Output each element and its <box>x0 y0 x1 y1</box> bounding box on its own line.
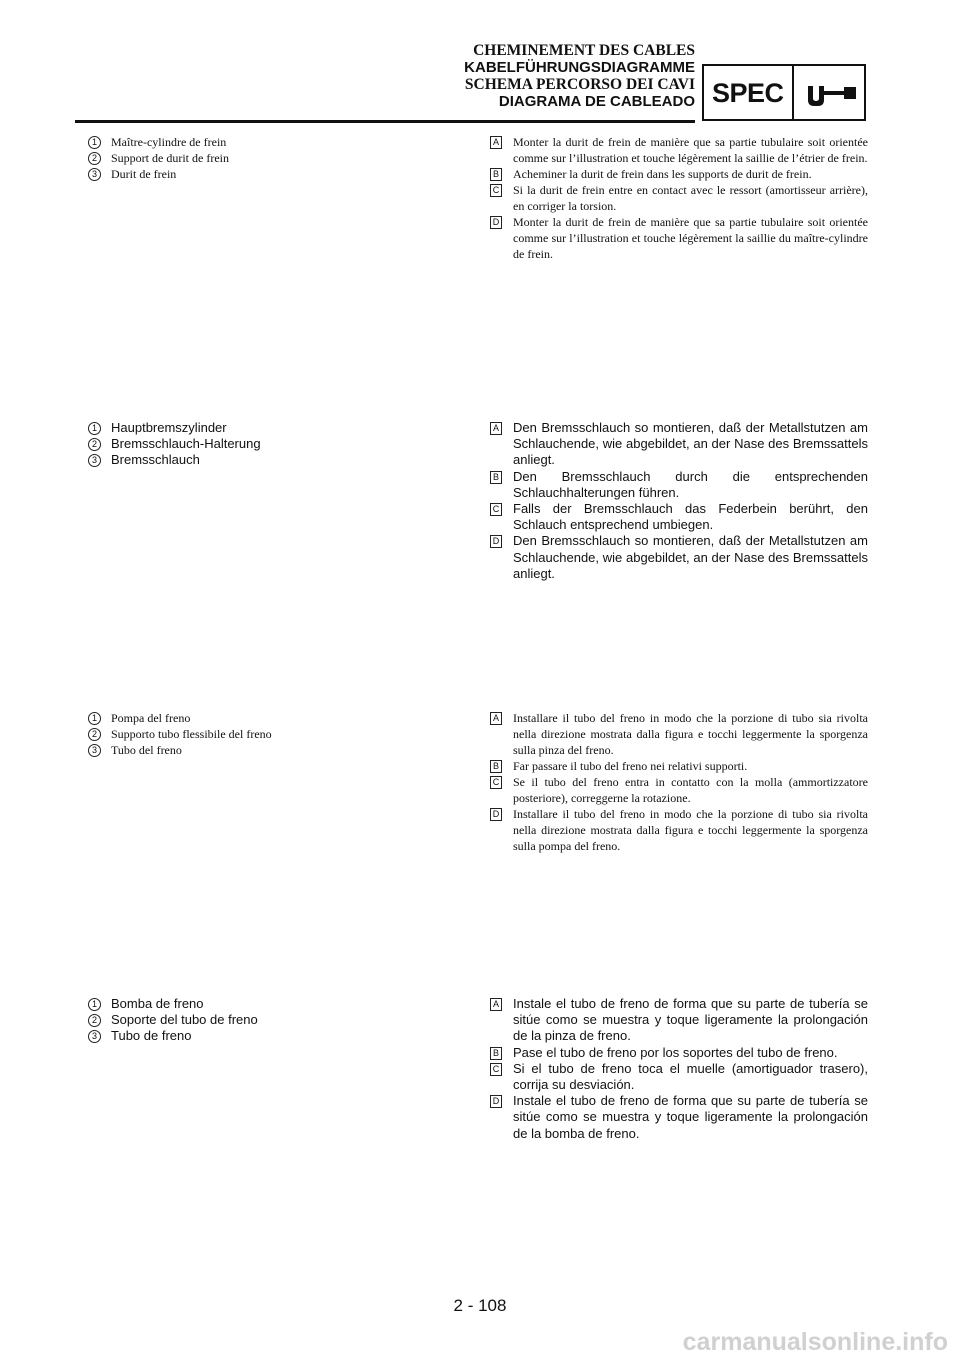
item-number: 1 <box>88 712 101 725</box>
note-letter: D <box>490 808 502 821</box>
item-text: Bremsschlauch-Halterung <box>111 436 261 452</box>
note-letter: D <box>490 216 502 229</box>
note-text: Monter la durit de frein de manière que sa partie tubulaire soit orientée comme sur l’illustration et touche légèrement la saillie de l’étrier de frein. <box>513 135 868 165</box>
note-item <box>490 533 868 582</box>
item-text: Tubo de freno <box>111 1028 192 1044</box>
header-titles <box>464 42 695 110</box>
note-letter: A <box>490 422 502 435</box>
title-it: SCHEMA PERCORSO DEI CAVI <box>464 76 695 93</box>
note-text: Falls der Bremsschlauch das Federbein berührt, den Schlauch entsprechend umbiegen. <box>513 501 868 533</box>
list-item <box>88 420 448 436</box>
note-text: Den Bremsschlauch so montieren, daß der Metallstutzen am Schlauchende, wie abgebildet, an der Nase des Bremssattels anliegt. <box>513 420 868 468</box>
item-text: Durit de frein <box>111 167 177 181</box>
item-text: Pompa del freno <box>111 711 191 725</box>
note-item <box>490 420 868 469</box>
list-item <box>88 996 448 1012</box>
parts-list-de <box>88 420 448 469</box>
note-text: Instale el tubo de freno de forma que su parte de tubería se sitúe como se muestra y toque ligeramente la prolongación de la pinza de freno. <box>513 996 868 1044</box>
list-item <box>88 436 448 452</box>
item-text: Hauptbremszylinder <box>111 420 227 435</box>
note-letter: B <box>490 168 502 181</box>
list-item <box>88 726 448 742</box>
note-letter: B <box>490 471 502 484</box>
note-text: Monter la durit de frein de manière que sa partie tubulaire soit orientée comme sur l’illustration et touche légèrement la saillie du maître-cylindre de frein. <box>513 215 868 261</box>
note-item <box>490 806 868 854</box>
item-text: Bremsschlauch <box>111 452 200 468</box>
note-item <box>490 469 868 501</box>
item-text: Supporto tubo flessibile del freno <box>111 727 272 741</box>
list-item <box>88 742 448 758</box>
note-text: Den Bremsschlauch durch die entsprechenden Schlauchhalterungen führen. <box>513 468 868 500</box>
item-number: 2 <box>88 438 101 451</box>
notes-de <box>490 420 868 582</box>
note-item <box>490 1093 868 1142</box>
spec-badge <box>702 64 866 121</box>
list-item <box>88 166 448 182</box>
note-letter: B <box>490 1047 502 1060</box>
item-text: Support de durit de frein <box>111 151 229 165</box>
note-text: Si el tubo de freno toca el muelle (amortiguador trasero), corrija su desviación. <box>513 1060 868 1093</box>
notes-fr <box>490 134 868 262</box>
note-item <box>490 710 868 758</box>
page-header <box>0 0 960 126</box>
item-text: Bomba de freno <box>111 996 204 1011</box>
wrench-icon <box>804 78 858 110</box>
header-rule <box>75 120 695 123</box>
note-text: Den Bremsschlauch so montieren, daß der Metallstutzen am Schlauchende, wie abgebildet, an der Nase des Bremssattels anliegt. <box>513 533 868 581</box>
note-text: Si la durit de frein entre en contact avec le ressort (amortisseur arrière), en corriger la torsion. <box>513 183 868 213</box>
item-number: 1 <box>88 422 101 435</box>
parts-list-fr <box>88 134 448 182</box>
item-number: 2 <box>88 728 101 741</box>
note-letter: B <box>490 760 502 773</box>
note-letter: D <box>490 535 502 548</box>
note-item <box>490 774 868 806</box>
note-item <box>490 1045 868 1061</box>
item-number: 3 <box>88 454 101 467</box>
item-number: 2 <box>88 152 101 165</box>
item-text: Tubo del freno <box>111 743 182 757</box>
item-number: 3 <box>88 168 101 181</box>
list-item <box>88 134 448 150</box>
note-letter: C <box>490 184 502 197</box>
badge-divider <box>792 66 794 119</box>
item-number: 1 <box>88 998 101 1011</box>
note-letter: A <box>490 712 502 725</box>
parts-list-it <box>88 710 448 758</box>
title-es: DIAGRAMA DE CABLEADO <box>498 93 695 110</box>
note-text: Pase el tubo de freno por los soportes del tubo de freno. <box>513 1044 838 1060</box>
note-letter: D <box>490 1095 502 1108</box>
note-item <box>490 1061 868 1093</box>
watermark: carmanualsonline.info <box>682 1328 948 1356</box>
note-item <box>490 134 868 166</box>
list-item <box>88 710 448 726</box>
note-item <box>490 996 868 1045</box>
spec-label: SPEC <box>712 78 784 108</box>
item-number: 3 <box>88 1030 101 1043</box>
note-item <box>490 758 868 774</box>
item-number: 1 <box>88 136 101 149</box>
title-fr: CHEMINEMENT DES CABLES <box>473 42 695 59</box>
item-text: Soporte del tubo de freno <box>111 1012 258 1028</box>
note-text: Acheminer la durit de frein dans les supports de durit de frein. <box>513 167 812 181</box>
note-letter: A <box>490 998 502 1011</box>
notes-es <box>490 996 868 1142</box>
notes-it <box>490 710 868 854</box>
note-letter: A <box>490 136 502 149</box>
note-text: Installare il tubo del freno in modo che la porzione di tubo sia rivolta nella direzione mostrata dalla figura e tocchi leggermente la sporgenza sulla pinza del freno. <box>513 711 868 757</box>
title-de: KABELFÜHRUNGSDIAGRAMME <box>464 59 695 76</box>
note-item <box>490 214 868 262</box>
note-text: Instale el tubo de freno de forma que su parte de tubería se sitúe como se muestra y toque ligeramente la prolongación de la bomba de freno. <box>513 1093 868 1141</box>
note-item <box>490 501 868 533</box>
note-item <box>490 166 868 182</box>
item-text: Maître-cylindre de frein <box>111 135 227 149</box>
note-item <box>490 182 868 214</box>
list-item <box>88 1028 448 1044</box>
item-number: 3 <box>88 744 101 757</box>
note-letter: C <box>490 503 502 516</box>
note-text: Far passare il tubo del freno nei relativi supporti. <box>513 759 748 773</box>
item-number: 2 <box>88 1014 101 1027</box>
note-letter: C <box>490 1063 502 1076</box>
list-item <box>88 1012 448 1028</box>
page-number: 2 - 108 <box>453 1296 507 1315</box>
note-letter: C <box>490 776 502 789</box>
list-item <box>88 150 448 166</box>
note-text: Installare il tubo del freno in modo che la porzione di tubo sia rivolta nella direzione mostrata dalla figura e tocchi leggermente la sporgenza sulla pompa del freno. <box>513 807 868 853</box>
note-text: Se il tubo del freno entra in contatto con la molla (ammortizzatore posteriore), correggerne la rotazione. <box>513 775 868 805</box>
parts-list-es <box>88 996 448 1045</box>
list-item <box>88 452 448 468</box>
